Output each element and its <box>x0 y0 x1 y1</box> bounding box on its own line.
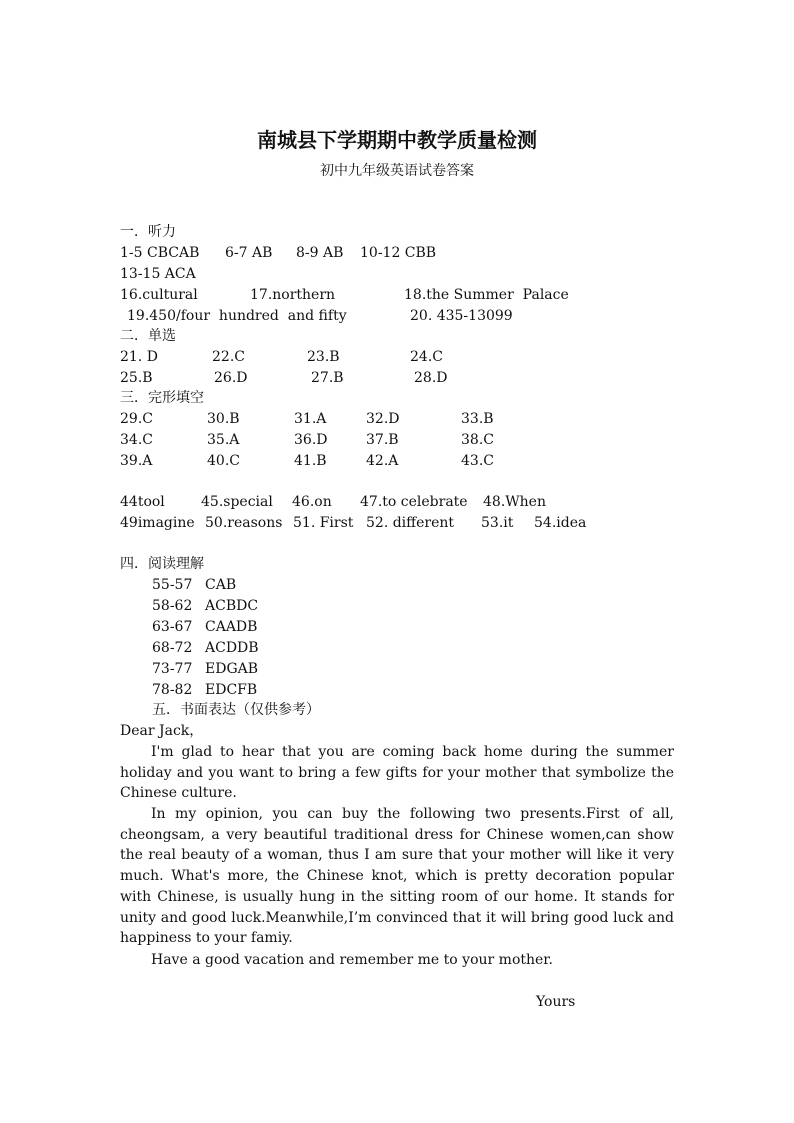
answer-cell: 47.to celebrate <box>360 494 468 510</box>
answer-cell: 33.B <box>461 411 494 427</box>
answer-cell: 19.450/four hundred and fifty <box>127 308 347 324</box>
answer-cell: 43.C <box>461 453 494 469</box>
answer-cell: 13-15 ACA <box>120 266 196 282</box>
section-heading-reading: 四．阅读理解 <box>120 556 204 572</box>
answer-cell: 49imagine <box>120 515 195 531</box>
answer-cell: 45.special <box>201 494 273 510</box>
answer-cell: 37.B <box>366 432 399 448</box>
answer-cell: 23.B <box>307 349 340 365</box>
letter-closing: Yours <box>536 994 576 1010</box>
answer-cell: 29.C <box>120 411 153 427</box>
answer-cell: 32.D <box>366 411 400 427</box>
answer-cell: 6-7 AB <box>225 245 273 261</box>
answer-cell: 25.B <box>120 370 153 386</box>
answer-cell: 36.D <box>294 432 328 448</box>
answer-cell: 52. different <box>366 515 455 531</box>
section-heading-cloze: 三．完形填空 <box>120 390 204 406</box>
letter-paragraph-1: I'm glad to hear that you are coming back home during the summer holiday and you want to bring a few gifts for your mother that symbolize the Chinese culture. <box>120 744 674 802</box>
answer-cell: 42.A <box>366 453 399 469</box>
answer-cell: 24.C <box>410 349 443 365</box>
reading-answer: EDGAB <box>205 661 259 677</box>
answer-cell: 50.reasons <box>205 515 283 531</box>
reading-answer: EDCFB <box>205 682 258 698</box>
letter-greeting: Dear Jack， <box>120 723 204 739</box>
page-title: 南城县下学期期中教学质量检测 <box>257 128 537 152</box>
section-heading-listening: 一．听力 <box>120 224 176 240</box>
reading-range: 78-82 <box>152 682 193 698</box>
answer-cell: 35.A <box>207 432 240 448</box>
reading-range: 63-67 <box>152 619 193 635</box>
reading-range: 55-57 <box>152 577 193 593</box>
answer-cell: 54.idea <box>534 515 587 531</box>
answer-cell: 51. First <box>293 515 354 531</box>
page-subtitle: 初中九年级英语试卷答案 <box>320 163 474 179</box>
answer-cell: 21. D <box>120 349 158 365</box>
answer-cell: 34.C <box>120 432 153 448</box>
answer-cell: 20. 435-13099 <box>410 308 513 324</box>
answer-cell: 39.A <box>120 453 153 469</box>
letter-paragraph-2: In my opinion, you can buy the following two presents.First of all, cheongsam, a very beautiful traditional dress for Chinese women,can show the real beauty of a woman, thus I am sure that your mother will like it very much. What's more, the Chinese knot, which is pretty decoration popular with Chinese, is usually hung in the sitting room of our home. It stands for unity and good luck.Meanwhile,I’m convinced that it will bring good luck and happiness to your famiy. <box>120 806 674 947</box>
answer-cell: 26.D <box>214 370 248 386</box>
reading-answer: ACDDB <box>205 640 259 656</box>
answer-cell: 46.on <box>292 494 332 510</box>
answer-cell: 1-5 CBCAB <box>120 245 200 261</box>
answer-cell: 30.B <box>207 411 240 427</box>
answer-cell: 16.cultural <box>120 287 198 303</box>
answer-cell: 17.northern <box>250 287 336 303</box>
reading-answer: CAB <box>205 577 237 593</box>
answer-cell: 38.C <box>461 432 494 448</box>
answer-cell: 31.A <box>294 411 327 427</box>
answer-cell: 8-9 AB <box>296 245 344 261</box>
answer-cell: 53.it <box>481 515 514 531</box>
section-heading-single-choice: 二．单选 <box>120 328 176 344</box>
answer-cell: 27.B <box>311 370 344 386</box>
answer-cell: 10-12 CBB <box>360 245 437 261</box>
answer-cell: 41.B <box>294 453 327 469</box>
answer-cell: 28.D <box>414 370 448 386</box>
reading-answer: CAADB <box>205 619 258 635</box>
section-heading-writing: 五．书面表达（仅供参考） <box>152 702 320 718</box>
answer-cell: 18.the Summer Palace <box>404 287 569 303</box>
answer-cell: 48.When <box>483 494 546 510</box>
answer-cell: 40.C <box>207 453 240 469</box>
reading-range: 73-77 <box>152 661 193 677</box>
reading-range: 68-72 <box>152 640 193 656</box>
answer-cell: 22.C <box>212 349 245 365</box>
letter-paragraph-3: Have a good vacation and remember me to your mother. <box>151 952 553 968</box>
reading-answer: ACBDC <box>205 598 259 614</box>
reading-range: 58-62 <box>152 598 193 614</box>
answer-cell: 44tool <box>120 494 165 510</box>
